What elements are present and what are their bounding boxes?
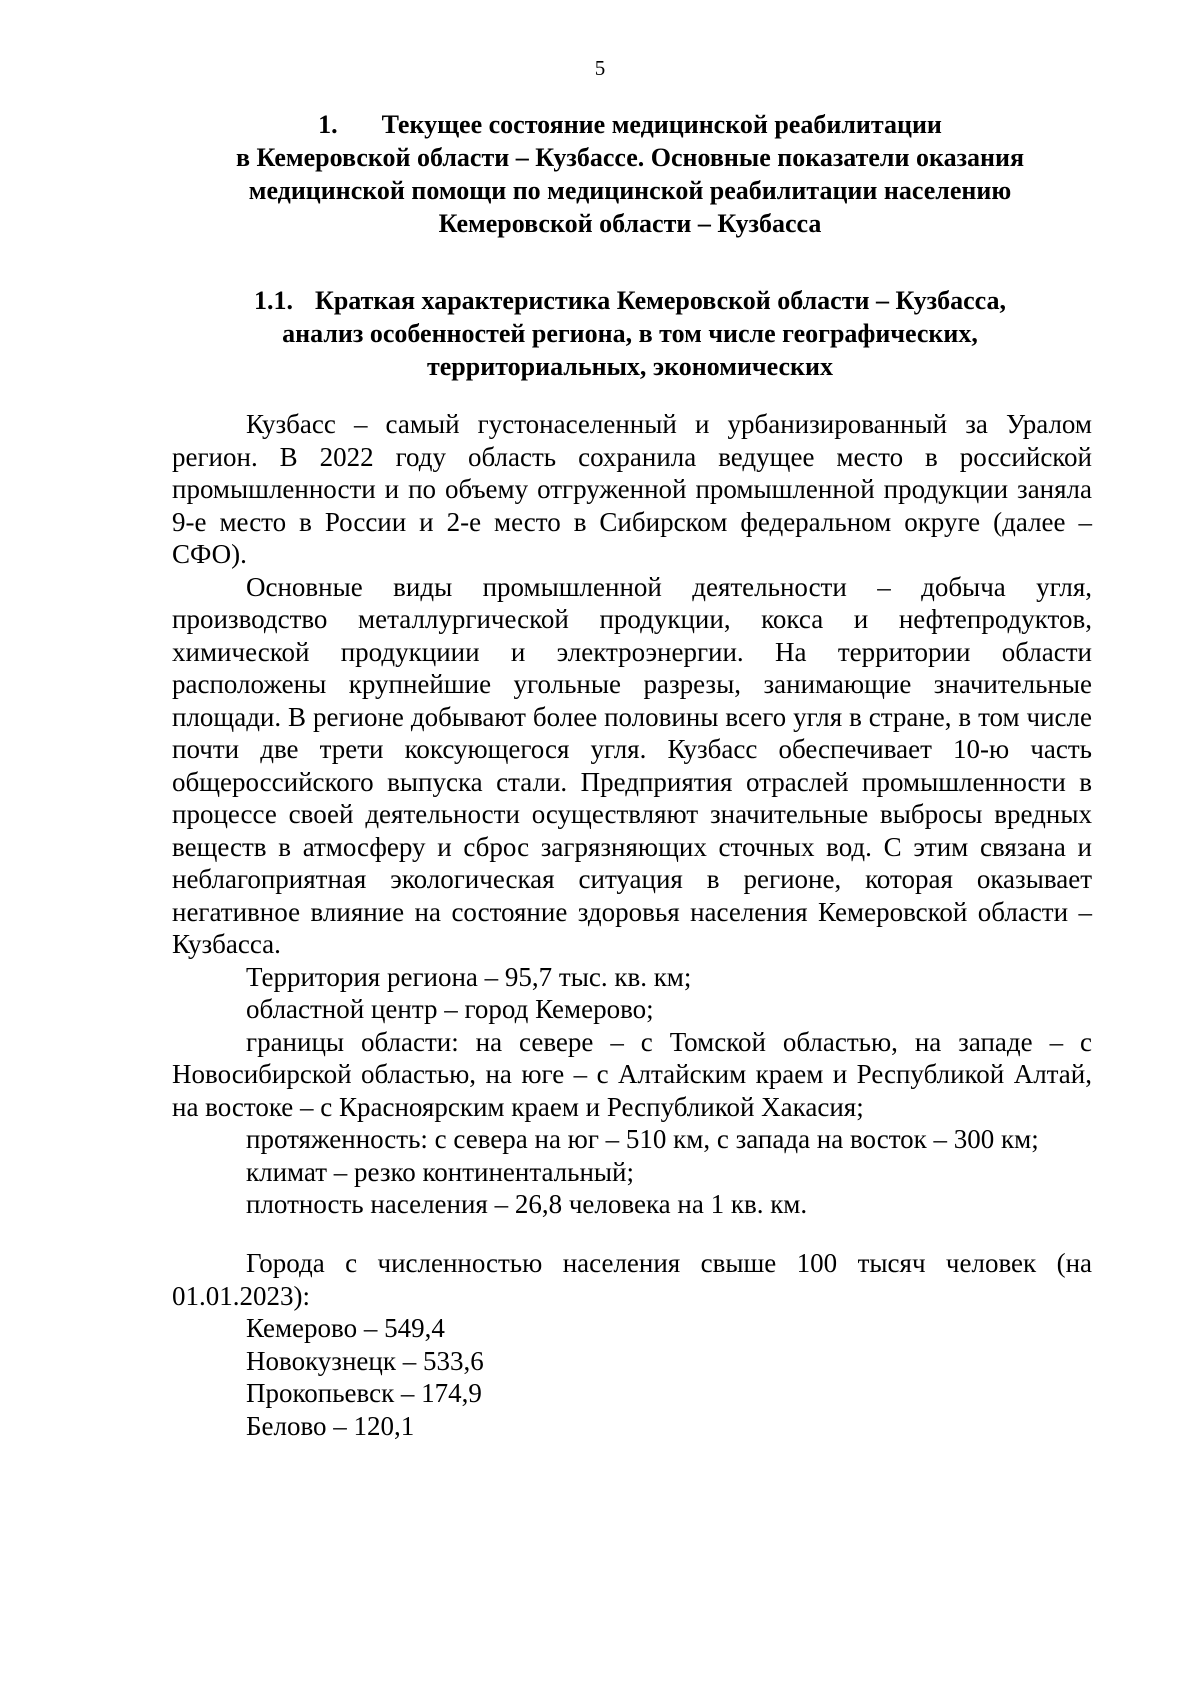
fact-extent: протяженность: с севера на юг – 510 км, с запада на восток – 300 км;: [246, 1124, 1039, 1154]
section-1-1-number: 1.1.: [253, 286, 293, 315]
list-item: Прокопьевск – 174,9: [246, 1378, 482, 1408]
section-1-1-title-line-1: 1.1. Краткая характеристика Кемеровской области – Кузбасса,: [253, 286, 1007, 315]
fact-climate: климат – резко континентальный;: [246, 1156, 635, 1187]
main-body-text: [172, 408, 1092, 1221]
section-1-title-line-3: медицинской помощи по медицинской реабилитации населению: [248, 176, 1012, 205]
paragraph-kuzbass-overview: Кузбасс – самый густонаселенный и урбанизированный за Уралом регион. В 2022 году область сохранила ведущее место в российской промышленности и по объему отгруженной промышленной продукции заняла 9-е место в России и 2-е место в Сибирском федеральном округе (далее – СФО).: [172, 409, 1092, 569]
section-1-1-heading: [170, 284, 1090, 383]
fact-borders: границы области: на севере – с Томской областью, на западе – с Новосибирской областью, на юге – с Алтайским краем и Республикой Алтай, на востоке – с Красноярским краем и Республикой Хакасия;: [172, 1026, 1092, 1122]
fact-territory: Территория региона – 95,7 тыс. кв. км;: [246, 961, 692, 992]
fact-regional-center: областной центр – город Кемерово;: [246, 994, 654, 1024]
section-1-title-line-1: 1. Текущее состояние медицинской реабилитации: [318, 110, 942, 139]
list-item: Новокузнецк – 533,6: [246, 1345, 484, 1376]
list-item: Кемерово – 549,4: [246, 1313, 445, 1343]
cities-section: [172, 1247, 1092, 1442]
paragraph-industry: Основные виды промышленной деятельности – добыча угля, производство металлургической продукции, кокса и нефтепродуктов, химической продукциии и электроэнергии. На территории области расположены крупнейшие угольные разрезы, занимающие значительные площади. В регионе добывают более половины всего угля в стране, в том числе почти две трети коксующегося угля. Кузбасс обеспечивает 10-ю часть общероссийского выпуска стали. Предприятия отраслей промышленности в процессе своей деятельности осуществляют значительные выбросы вредных веществ в атмосферу и сброс загрязняющих сточных вод. С этим связана и неблагоприятная экологическая ситуация в регионе, которая оказывает негативное влияние на состояние здоровья населения Кемеровской области – Кузбасса.: [172, 571, 1092, 959]
section-1-title-line-2: в Кемеровской области – Кузбассе. Основные показатели оказания: [235, 143, 1025, 172]
section-1-1-title-line-3: территориальных, экономических: [427, 352, 833, 381]
page-number: 5: [594, 56, 606, 80]
cities-intro: Города с численностью населения свыше 100 тысяч человек (на 01.01.2023):: [172, 1248, 1092, 1311]
section-1-1-title-line-2: анализ особенностей региона, в том числе географических,: [282, 319, 978, 348]
section-1-number: 1.: [318, 110, 338, 139]
section-1-title-line-4: Кемеровской области – Кузбасса: [438, 209, 822, 238]
section-1-heading: [170, 108, 1090, 240]
fact-density: плотность населения – 26,8 человека на 1 кв. км.: [246, 1189, 808, 1219]
list-item: Белово – 120,1: [246, 1410, 415, 1441]
